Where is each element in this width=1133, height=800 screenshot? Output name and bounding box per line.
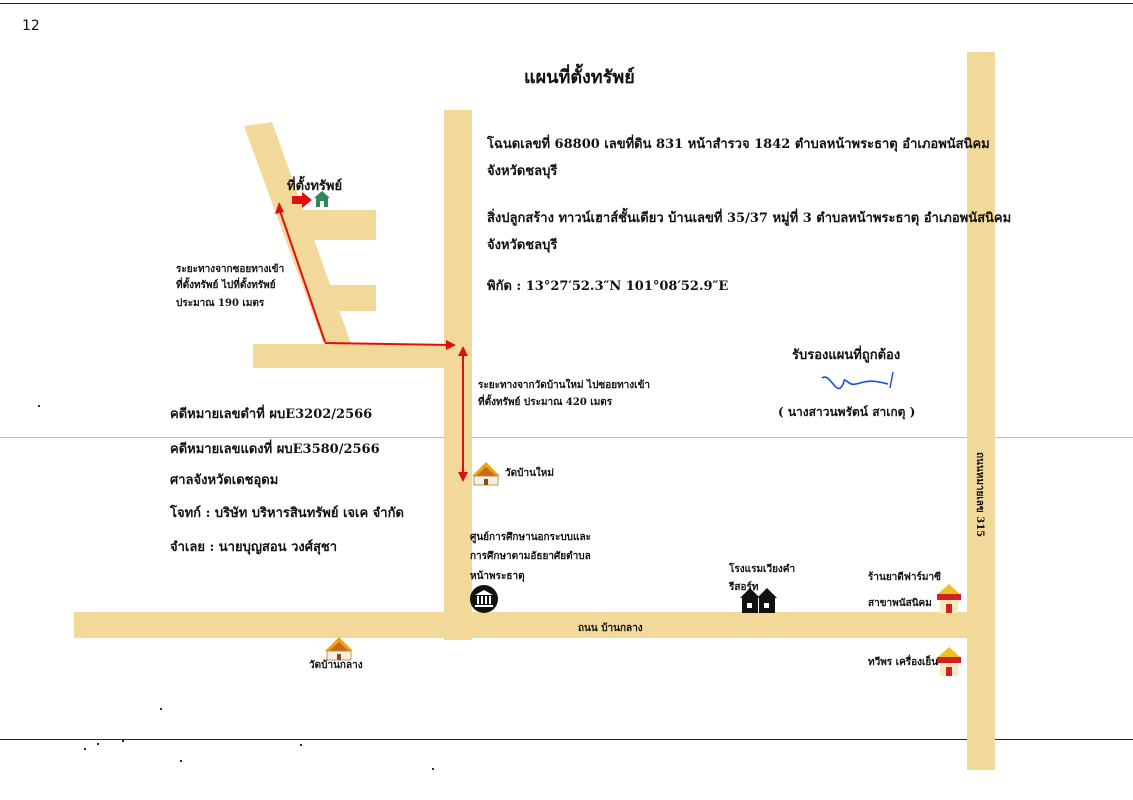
scan-speck xyxy=(160,708,162,710)
distance-wat-line-2: ที่ตั้งทรัพย์ ประมาณ 420 เมตร xyxy=(478,397,613,408)
distance-soi-line-2: ที่ตั้งทรัพย์ ไปที่ตั้งทรัพย์ xyxy=(176,280,276,291)
signature-mark xyxy=(822,377,888,388)
deed-line-1: โฉนดเลขที่ 68800 เลขที่ดิน 831 หน้าสำรวจ 1842 ตำบลหน้าพระธาตุ อำเภอพนัสนิคม xyxy=(487,137,990,152)
scan-speck xyxy=(122,740,124,742)
arrow-head-right xyxy=(446,340,456,350)
scan-speck xyxy=(38,405,40,407)
plaintiff: โจทก์ : บริษัท บริหารสินทรัพย์ เจเค จำกัด xyxy=(170,506,404,521)
label-hotel-1: โรงแรมเวียงคำ xyxy=(729,564,796,575)
temple-icon-ban-mai xyxy=(470,462,502,486)
scan-speck xyxy=(97,743,99,745)
court-name: ศาลจังหวัดเดชอุดม xyxy=(170,473,279,488)
certify-label: รับรองแผนที่ถูกต้อง xyxy=(792,348,901,363)
government-building-icon xyxy=(470,585,498,613)
scan-speck xyxy=(180,760,182,762)
certifier-name: ( นางสาวนพรัตน์ สาเกตุ ) xyxy=(778,405,916,419)
scan-speck xyxy=(432,768,434,770)
case-black-number: คดีหมายเลขดำที่ ผบE3202/2566 xyxy=(170,407,373,422)
label-learning-center-1: ศูนย์การศึกษานอกระบบและ xyxy=(470,532,591,543)
building-line-1: สิ่งปลูกสร้าง ทาวน์เฮาส์ชั้นเดียว บ้านเลขที่ 35/37 หมู่ที่ 3 ตำบลหน้าพระธาตุ อำเภอพนัสนิคม xyxy=(487,211,1012,226)
label-learning-center-3: หน้าพระธาตุ xyxy=(470,571,525,582)
building-line-2: จังหวัดชลบุรี xyxy=(487,238,558,253)
arrow-head-top xyxy=(458,346,468,356)
label-hotel-2: รีสอร์ท xyxy=(729,582,759,593)
property-label: ที่ตั้งทรัพย์ xyxy=(287,179,343,194)
label-shop-taweeporn: ทวีพร เครื่องเย็น xyxy=(868,657,939,668)
scan-speck xyxy=(300,744,302,746)
defendant: จำเลย : นายบุญสอน วงศ์สุชา xyxy=(170,540,338,555)
scan-speck xyxy=(84,748,86,750)
road-label-315: ถนนหมายเลข 315 xyxy=(974,452,985,538)
arrow-head-bottom xyxy=(458,472,468,482)
shop-icon-pharmacy xyxy=(936,584,962,614)
road-soi-diagonal xyxy=(244,122,352,350)
distance-soi-line-1: ระยะทางจากซอยทางเข้า xyxy=(176,264,285,275)
case-red-number: คดีหมายเลขแดงที่ ผบE3580/2566 xyxy=(170,442,380,457)
distance-wat-line-1: ระยะทางจากวัดบ้านใหม่ ไปซอยทางเข้า xyxy=(478,380,651,391)
page-title: แผนที่ตั้งทรัพย์ xyxy=(524,67,635,88)
distance-soi-line-3: ประมาณ 190 เมตร xyxy=(176,298,265,309)
deed-line-2: จังหวัดชลบุรี xyxy=(487,164,558,179)
road-label-ban-klang: ถนน บ้านกลาง xyxy=(578,623,643,634)
page-number: 12 xyxy=(22,18,40,34)
coordinates-text: พิกัด : 13°27′52.3″N 101°08′52.9″E xyxy=(487,279,729,294)
label-wat-ban-mai: วัดบ้านใหม่ xyxy=(505,468,554,479)
label-pharmacy-1: ร้านยาดีฟาร์มาซี xyxy=(868,572,941,583)
label-pharmacy-2: สาขาพนัสนิคม xyxy=(868,598,932,609)
label-wat-ban-klang: วัดบ้านกลาง xyxy=(309,660,363,671)
shop-icon-taweeporn xyxy=(936,647,962,677)
label-learning-center-2: การศึกษาตามอัธยาศัยตำบล xyxy=(470,551,591,562)
